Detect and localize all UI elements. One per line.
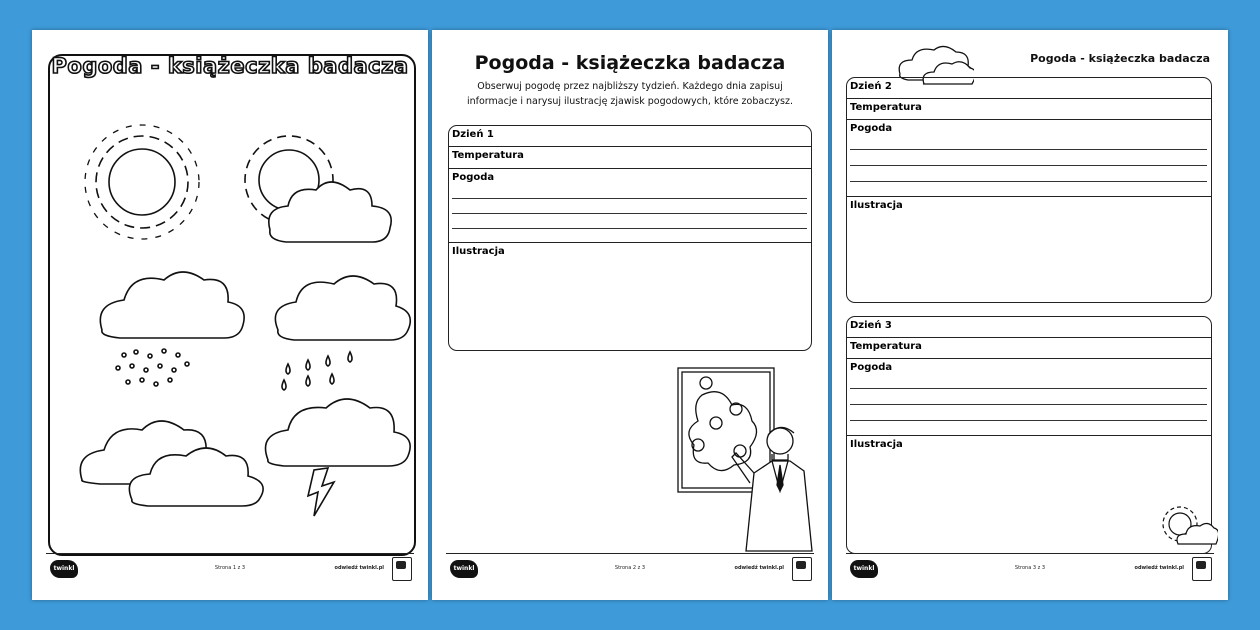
weather-row[interactable]	[449, 169, 811, 243]
weather-icons	[32, 30, 428, 600]
site-link[interactable]: odwiedź twinkl.pl	[734, 565, 784, 571]
weather-row[interactable]	[847, 120, 1211, 197]
temperature-label: Temperatura	[452, 150, 524, 161]
storm-cloud-icon	[266, 399, 411, 516]
cover-title: Pogoda - książeczka badacza	[51, 54, 409, 78]
quality-badge-icon	[792, 557, 812, 581]
temperature-row[interactable]	[449, 147, 811, 169]
illustration-row[interactable]	[847, 197, 1211, 302]
day-label: Dzień 2	[850, 81, 892, 92]
quality-badge-icon	[1192, 557, 1212, 581]
day-2-box	[846, 77, 1212, 303]
twinkl-logo[interactable]: twinkl	[850, 560, 878, 578]
page-number: Strona 2 z 3	[614, 565, 646, 571]
sun-icon	[85, 125, 199, 239]
page-footer	[446, 553, 814, 584]
page-footer	[46, 553, 414, 584]
weather-label: Pogoda	[850, 362, 893, 373]
page-footer	[846, 553, 1214, 584]
illustration-label: Ilustracja	[850, 439, 903, 450]
site-link[interactable]: odwiedź twinkl.pl	[334, 565, 384, 571]
twinkl-logo[interactable]: twinkl	[50, 560, 78, 578]
temperature-label: Temperatura	[850, 341, 922, 352]
day-1-header	[449, 126, 811, 147]
sun-with-cloud-icon	[245, 136, 391, 242]
quality-badge-icon	[392, 557, 412, 581]
page-title: Pogoda - książeczka badacza	[474, 52, 786, 74]
clouds-icon	[80, 421, 263, 506]
writing-line	[850, 420, 1207, 421]
illustration-label: Ilustracja	[850, 200, 903, 211]
illustration-label: Ilustracja	[452, 246, 505, 257]
intro-line-2: informacje i narysuj ilustrację zjawisk pogodowych, które zobaczysz.	[466, 96, 793, 107]
rain-cloud-icon	[275, 276, 410, 390]
page-3	[832, 30, 1228, 600]
temperature-label: Temperatura	[850, 102, 922, 113]
illustration-row[interactable]	[449, 243, 811, 348]
snow-cloud-icon	[100, 272, 244, 386]
page-1	[32, 30, 428, 600]
weather-label: Pogoda	[850, 123, 893, 134]
writing-line	[850, 404, 1207, 405]
temperature-row[interactable]	[847, 338, 1211, 359]
writing-line	[850, 181, 1207, 182]
day-3-header	[847, 317, 1211, 338]
intro-text	[456, 79, 804, 109]
weather-presenter-illustration	[672, 365, 818, 559]
page-number: Strona 3 z 3	[1014, 565, 1046, 571]
weather-label: Pogoda	[452, 172, 495, 183]
intro-line-1: Obserwuj pogodę przez najbliższy tydzień. Każdego dnia zapisuj	[477, 81, 783, 92]
writing-line	[452, 198, 807, 199]
writing-line	[850, 165, 1207, 166]
writing-line	[850, 149, 1207, 150]
sun-with-cloud-icon	[1158, 504, 1218, 552]
writing-line	[452, 228, 807, 229]
day-2-header	[847, 78, 1211, 99]
day-label: Dzień 3	[850, 320, 892, 331]
twinkl-logo[interactable]: twinkl	[450, 560, 478, 578]
site-link[interactable]: odwiedź twinkl.pl	[1134, 565, 1184, 571]
day-label: Dzień 1	[452, 129, 494, 140]
page-2	[432, 30, 828, 600]
day-1-box	[448, 125, 812, 351]
page-header: Pogoda - książeczka badacza	[1030, 52, 1210, 65]
writing-line	[850, 388, 1207, 389]
weather-row[interactable]	[847, 359, 1211, 436]
illustration-row[interactable]	[847, 436, 1211, 551]
temperature-row[interactable]	[847, 99, 1211, 120]
page-number: Strona 1 z 3	[214, 565, 246, 571]
writing-line	[452, 213, 807, 214]
